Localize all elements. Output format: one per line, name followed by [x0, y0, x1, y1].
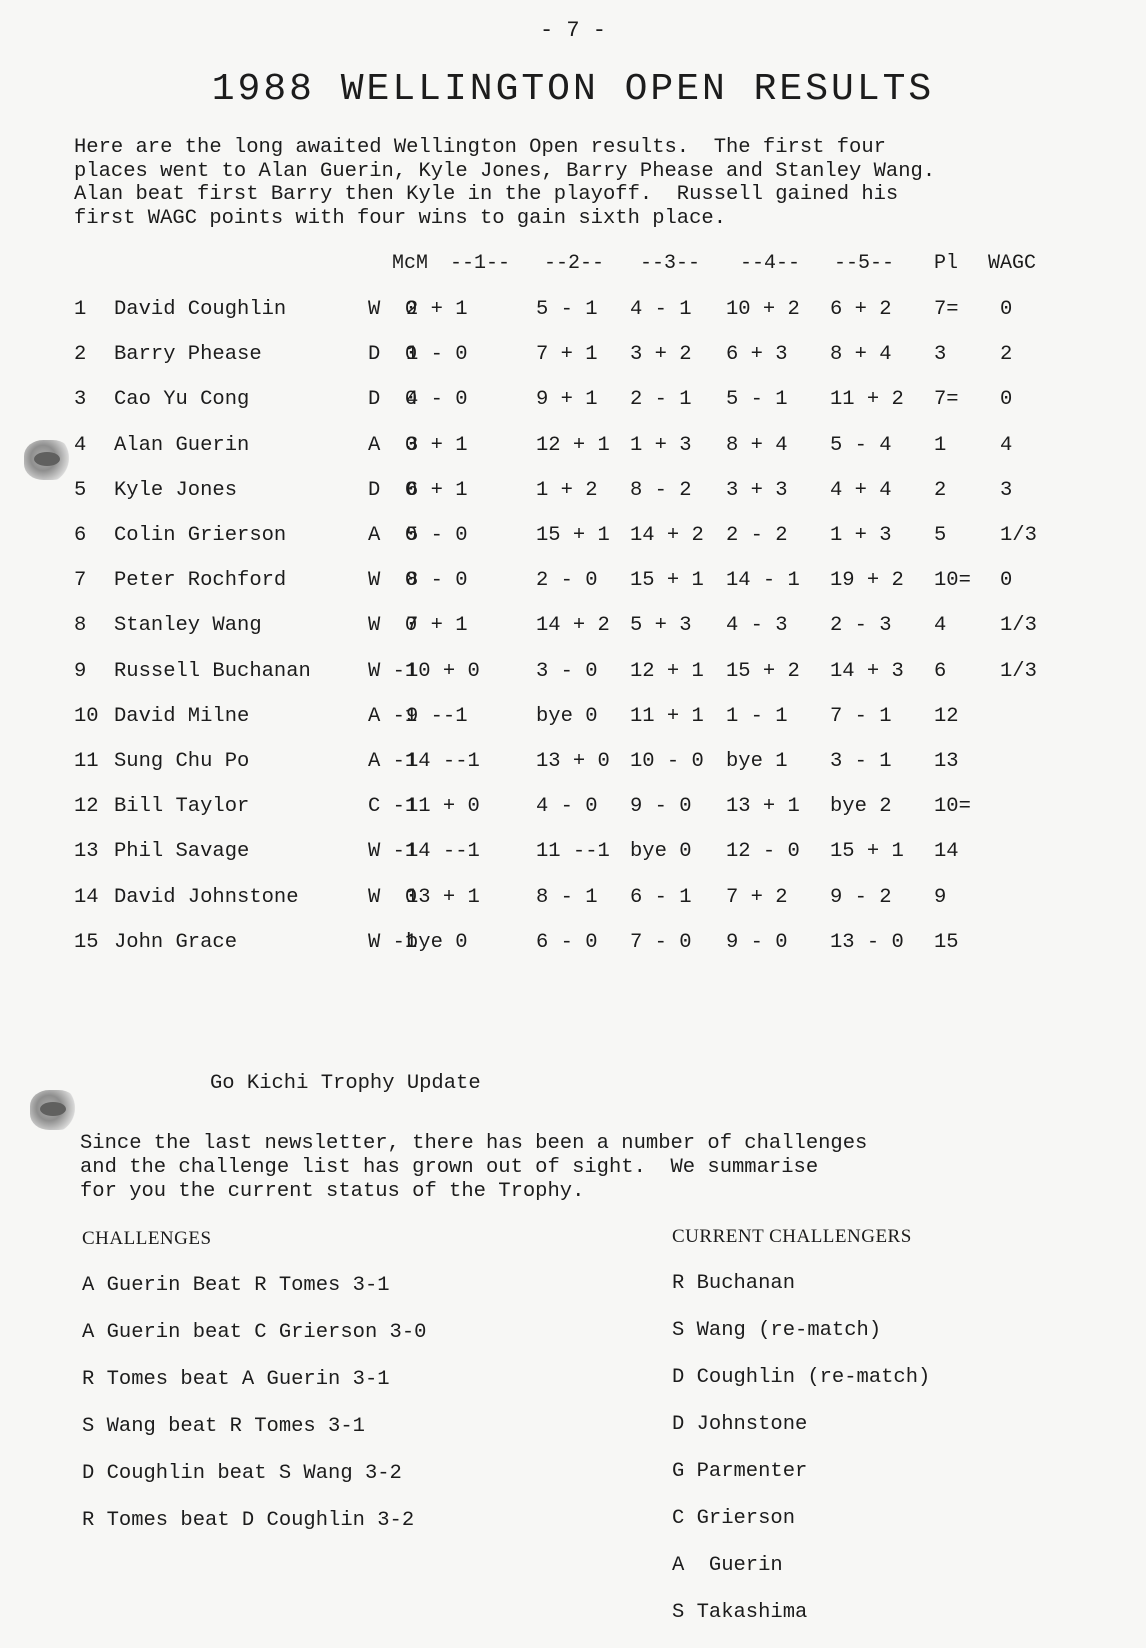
- trophy-line: Since the last newsletter, there has been a number of challenges: [80, 1132, 868, 1155]
- mcmahon-cell: D 0: [368, 343, 418, 367]
- round-4-cell: 3 + 3: [726, 478, 788, 502]
- round-2-cell: 7 + 1: [536, 343, 598, 367]
- player-name: Bill Taylor: [114, 795, 250, 819]
- mcmahon-cell: W 0: [368, 569, 418, 593]
- round-1-cell: 14 --1: [406, 750, 480, 773]
- round-2-cell: 2 - 0: [536, 569, 598, 593]
- row-number: 1: [74, 298, 87, 321]
- player-name: Kyle Jones: [114, 478, 238, 502]
- place-cell: 6: [934, 659, 947, 683]
- challenger-item: C Grierson: [672, 1507, 796, 1530]
- player-name: John Grace: [114, 930, 238, 954]
- mcmahon-cell: W -1: [368, 840, 418, 864]
- place-cell: 2: [934, 478, 947, 502]
- row-number: 4: [74, 433, 87, 457]
- round-2-cell: 5 - 1: [536, 298, 598, 321]
- table-row: [0, 388, 1146, 418]
- round-4-cell: 14 - 1: [726, 569, 800, 593]
- column-header-mcm: McM: [392, 252, 429, 275]
- trophy-paragraph: [80, 1132, 1080, 1204]
- round-2-cell: 15 + 1: [536, 524, 610, 547]
- wagc-cell: 1/3: [1000, 659, 1037, 683]
- round-1-cell: bye 0: [406, 930, 468, 954]
- challenger-item: A Guerin: [672, 1554, 783, 1577]
- row-number: 7: [74, 569, 87, 593]
- round-2-cell: 6 - 0: [536, 930, 598, 954]
- column-header-round-2: --2--: [544, 252, 605, 275]
- player-name: David Coughlin: [114, 298, 287, 321]
- player-name: Barry Phease: [114, 343, 262, 367]
- challenger-item: D Johnstone: [672, 1413, 808, 1436]
- round-1-cell: 1 - 0: [406, 343, 468, 367]
- table-row: [0, 840, 1146, 870]
- trophy-line: for you the current status of the Trophy.: [80, 1180, 585, 1203]
- round-4-cell: 7 + 2: [726, 885, 788, 909]
- round-5-cell: 14 + 3: [830, 659, 904, 683]
- table-row: [0, 886, 1146, 916]
- challenger-item: R Buchanan: [672, 1272, 796, 1295]
- player-name: Colin Grierson: [114, 524, 287, 547]
- column-header-round-5: --5--: [834, 252, 895, 275]
- round-5-cell: 3 - 1: [830, 750, 892, 773]
- player-name: Stanley Wang: [114, 614, 262, 638]
- round-3-cell: 12 + 1: [630, 659, 704, 683]
- intro-line: first WAGC points with four wins to gain sixth place.: [74, 206, 727, 230]
- challenger-item: S Wang (re-match): [672, 1319, 882, 1342]
- player-name: David Johnstone: [114, 885, 299, 909]
- place-cell: 5: [934, 524, 947, 547]
- mcmahon-cell: C -1: [368, 795, 418, 819]
- place-cell: 7=: [934, 298, 959, 321]
- round-1-cell: 6 + 1: [406, 478, 468, 502]
- place-cell: 3: [934, 343, 947, 367]
- round-5-cell: 6 + 2: [830, 298, 892, 321]
- round-3-cell: 11 + 1: [630, 704, 704, 728]
- round-5-cell: 7 - 1: [830, 704, 892, 728]
- round-5-cell: 11 + 2: [830, 388, 904, 412]
- round-1-cell: 10 + 0: [406, 659, 480, 683]
- column-header-round-3: --3--: [640, 252, 701, 275]
- round-3-cell: bye 0: [630, 840, 692, 864]
- round-3-cell: 9 - 0: [630, 795, 692, 819]
- round-4-cell: 5 - 1: [726, 388, 788, 412]
- wagc-cell: 1/3: [1000, 614, 1037, 638]
- round-2-cell: 12 + 1: [536, 433, 610, 457]
- mcmahon-cell: A 0: [368, 433, 418, 457]
- table-row: [0, 524, 1146, 554]
- round-5-cell: 1 + 3: [830, 524, 892, 547]
- table-row: [0, 660, 1146, 690]
- table-row: [0, 569, 1146, 599]
- challenge-item: R Tomes beat D Coughlin 3-2: [82, 1509, 415, 1532]
- round-2-cell: 9 + 1: [536, 388, 598, 412]
- challenges-heading: CHALLENGES: [82, 1228, 212, 1249]
- wagc-cell: 2: [1000, 343, 1013, 367]
- round-5-cell: 2 - 3: [830, 614, 892, 638]
- page-number: - 7 -: [539, 18, 606, 43]
- round-5-cell: 9 - 2: [830, 885, 892, 909]
- table-row: [0, 795, 1146, 825]
- round-1-cell: 3 + 1: [406, 433, 468, 457]
- round-1-cell: 8 - 0: [406, 569, 468, 593]
- row-number: 10: [74, 704, 99, 728]
- mcmahon-cell: W -1: [368, 930, 418, 954]
- round-4-cell: 9 - 0: [726, 930, 788, 954]
- table-row: [0, 750, 1146, 780]
- round-2-cell: 4 - 0: [536, 795, 598, 819]
- table-row: [0, 614, 1146, 644]
- round-2-cell: 13 + 0: [536, 750, 610, 773]
- table-row: [0, 434, 1146, 464]
- round-4-cell: 2 - 2: [726, 524, 788, 547]
- round-4-cell: 13 + 1: [726, 795, 800, 819]
- challenge-item: R Tomes beat A Guerin 3-1: [82, 1368, 390, 1391]
- mcmahon-cell: D 0: [368, 478, 418, 502]
- round-4-cell: 4 - 3: [726, 614, 788, 638]
- table-row: [0, 931, 1146, 961]
- player-name: Russell Buchanan: [114, 659, 311, 683]
- place-cell: 4: [934, 614, 947, 638]
- round-3-cell: 2 - 1: [630, 388, 692, 412]
- wagc-cell: 4: [1000, 433, 1013, 457]
- round-5-cell: 5 - 4: [830, 433, 892, 457]
- round-3-cell: 8 - 2: [630, 478, 692, 502]
- trophy-line: and the challenge list has grown out of sight. We summarise: [80, 1156, 819, 1179]
- player-name: David Milne: [114, 704, 250, 728]
- round-1-cell: 14 --1: [406, 840, 480, 864]
- challenger-item: D Coughlin (re-match): [672, 1366, 931, 1389]
- player-name: Peter Rochford: [114, 569, 287, 593]
- row-number: 15: [74, 930, 99, 954]
- round-2-cell: 11 --1: [536, 840, 610, 864]
- place-cell: 13: [934, 750, 959, 773]
- row-number: 5: [74, 478, 87, 502]
- place-cell: 9: [934, 885, 947, 909]
- round-5-cell: 13 - 0: [830, 930, 904, 954]
- place-cell: 14: [934, 840, 959, 864]
- column-header-round-4: --4--: [740, 252, 801, 275]
- round-4-cell: 15 + 2: [726, 659, 800, 683]
- round-5-cell: bye 2: [830, 795, 892, 819]
- intro-paragraph: [74, 136, 1074, 230]
- player-name: Sung Chu Po: [114, 750, 250, 773]
- round-3-cell: 7 - 0: [630, 930, 692, 954]
- row-number: 13: [74, 840, 99, 864]
- row-number: 12: [74, 795, 99, 819]
- player-name: Alan Guerin: [114, 433, 250, 457]
- challenge-item: S Wang beat R Tomes 3-1: [82, 1415, 365, 1438]
- round-3-cell: 4 - 1: [630, 298, 692, 321]
- round-4-cell: 6 + 3: [726, 343, 788, 367]
- wagc-cell: 1/3: [1000, 524, 1037, 547]
- player-name: Phil Savage: [114, 840, 250, 864]
- mcmahon-cell: W 0: [368, 298, 418, 321]
- challenge-item: A Guerin beat C Grierson 3-0: [82, 1321, 427, 1344]
- challenge-item: A Guerin Beat R Tomes 3-1: [82, 1274, 390, 1297]
- wagc-cell: 0: [1000, 388, 1013, 412]
- wagc-cell: 3: [1000, 478, 1013, 502]
- table-row: [0, 705, 1146, 735]
- round-5-cell: 8 + 4: [830, 343, 892, 367]
- round-4-cell: bye 1: [726, 750, 788, 773]
- round-5-cell: 15 + 1: [830, 840, 904, 864]
- row-number: 6: [74, 524, 87, 547]
- mcmahon-cell: W 0: [368, 885, 418, 909]
- round-2-cell: bye 0: [536, 704, 598, 728]
- mcmahon-cell: W 0: [368, 614, 418, 638]
- place-cell: 15: [934, 930, 959, 954]
- mcmahon-cell: W -1: [368, 659, 418, 683]
- punch-hole-mark: [24, 440, 72, 480]
- round-3-cell: 10 - 0: [630, 750, 704, 773]
- round-2-cell: 1 + 2: [536, 478, 598, 502]
- mcmahon-cell: A -1: [368, 704, 418, 728]
- round-3-cell: 1 + 3: [630, 433, 692, 457]
- round-2-cell: 3 - 0: [536, 659, 598, 683]
- place-cell: 1: [934, 433, 947, 457]
- round-1-cell: 9 --1: [406, 704, 468, 728]
- place-cell: 7=: [934, 388, 959, 412]
- row-number: 11: [74, 750, 99, 773]
- page-title: 1988 WELLINGTON OPEN RESULTS: [211, 68, 935, 111]
- intro-line: Alan beat first Barry then Kyle in the playoff. Russell gained his: [74, 183, 899, 206]
- column-header-wagc: WAGC: [988, 252, 1037, 275]
- table-row: [0, 298, 1146, 328]
- current-challengers-heading: CURRENT CHALLENGERS: [672, 1226, 912, 1247]
- punch-hole-mark: [30, 1090, 78, 1130]
- challenge-item: D Coughlin beat S Wang 3-2: [82, 1462, 402, 1485]
- place-cell: 10=: [934, 795, 971, 819]
- wagc-cell: 0: [1000, 569, 1013, 593]
- round-3-cell: 3 + 2: [630, 343, 692, 367]
- mcmahon-cell: D 0: [368, 388, 418, 412]
- place-cell: 12: [934, 704, 959, 728]
- round-2-cell: 8 - 1: [536, 885, 598, 909]
- row-number: 14: [74, 885, 99, 909]
- round-5-cell: 4 + 4: [830, 478, 892, 502]
- round-1-cell: 7 + 1: [406, 614, 468, 638]
- column-header-round-1: --1--: [450, 252, 511, 275]
- round-4-cell: 8 + 4: [726, 433, 788, 457]
- challenger-item: G Parmenter: [672, 1460, 808, 1483]
- round-3-cell: 14 + 2: [630, 524, 704, 547]
- punch-hole-core: [34, 452, 60, 466]
- mcmahon-cell: A 0: [368, 524, 418, 547]
- wagc-cell: 0: [1000, 298, 1013, 321]
- mcmahon-cell: A -1: [368, 750, 418, 773]
- round-2-cell: 14 + 2: [536, 614, 610, 638]
- round-4-cell: 12 - 0: [726, 840, 800, 864]
- player-name: Cao Yu Cong: [114, 388, 250, 412]
- row-number: 2: [74, 343, 87, 367]
- intro-line: Here are the long awaited Wellington Open results. The first four: [74, 136, 886, 159]
- round-5-cell: 19 + 2: [830, 569, 904, 593]
- section-title-go-kichi: Go Kichi Trophy Update: [210, 1072, 481, 1095]
- round-1-cell: 2 + 1: [406, 298, 468, 321]
- round-1-cell: 5 - 0: [406, 524, 468, 547]
- table-row: [0, 343, 1146, 373]
- round-4-cell: 1 - 1: [726, 704, 788, 728]
- row-number: 9: [74, 659, 87, 683]
- punch-hole-core: [40, 1102, 66, 1116]
- round-4-cell: 10 + 2: [726, 298, 800, 321]
- place-cell: 10=: [934, 569, 971, 593]
- intro-line: places went to Alan Guerin, Kyle Jones, Barry Phease and Stanley Wang.: [74, 159, 936, 183]
- round-3-cell: 6 - 1: [630, 885, 692, 909]
- round-3-cell: 15 + 1: [630, 569, 704, 593]
- table-row: [0, 479, 1146, 509]
- round-3-cell: 5 + 3: [630, 614, 692, 638]
- row-number: 3: [74, 388, 87, 412]
- challenger-item: S Takashima: [672, 1601, 808, 1624]
- round-1-cell: 4 - 0: [406, 388, 468, 412]
- round-1-cell: 13 + 1: [406, 885, 480, 909]
- column-header-place: Pl: [934, 252, 959, 275]
- row-number: 8: [74, 614, 87, 638]
- round-1-cell: 11 + 0: [406, 795, 480, 819]
